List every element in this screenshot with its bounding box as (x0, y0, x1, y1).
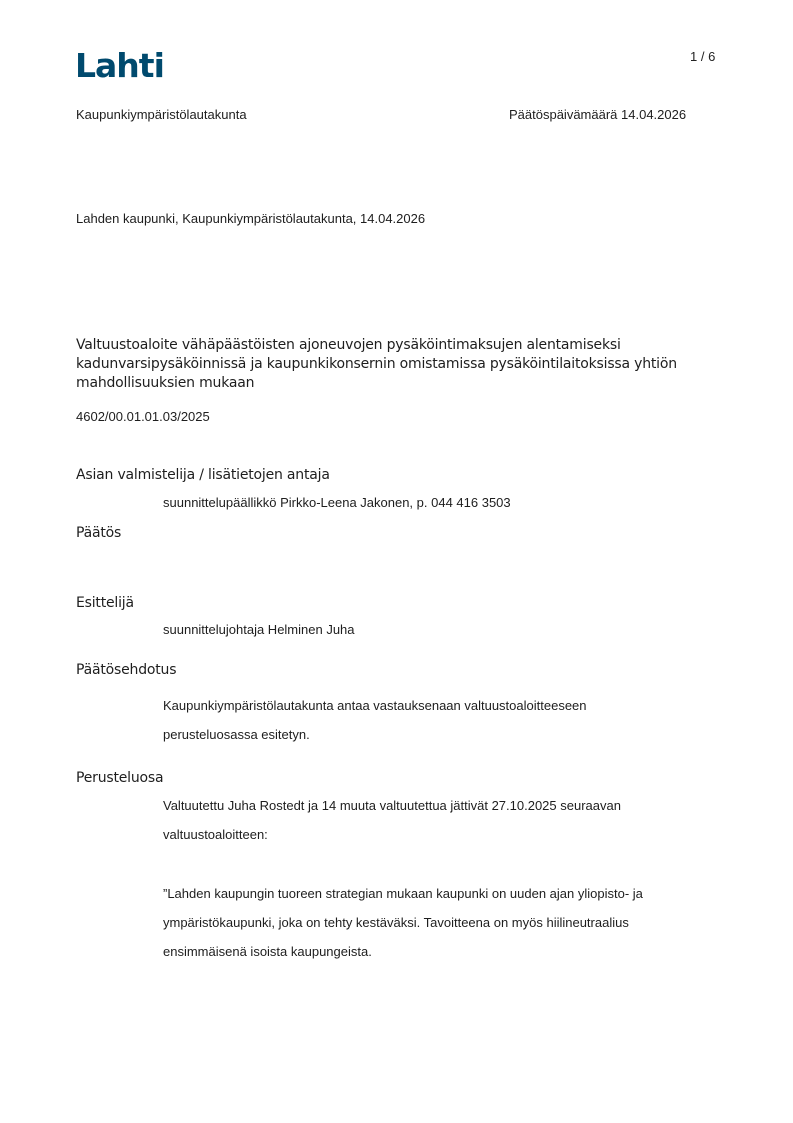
logo-text: Lahti (75, 46, 164, 82)
diary-number: 4602/00.01.01.03/2025 (76, 409, 210, 424)
proposal-line-2: perusteluosassa esitetyn. (163, 727, 310, 742)
proposal-heading: Päätösehdotus (76, 662, 177, 678)
proposal-line-1: Kaupunkiympäristölautakunta antaa vastauksenaan valtuustoaloitteeseen (163, 698, 587, 713)
organ-name: Kaupunkiympäristölautakunta (76, 107, 247, 122)
grounds-line-2: valtuustoaloitteen: (163, 827, 268, 842)
quote-line-2: ympäristökaupunki, joka on tehty kestäväksi. Tavoitteena on myös hiilineutraalius (163, 915, 629, 930)
meeting-line: Lahden kaupunki, Kaupunkiympäristölautakunta, 14.04.2026 (76, 211, 426, 226)
lahti-logo (75, 46, 167, 82)
quote-line-3: ensimmäisenä isoista kaupungeista. (163, 944, 372, 959)
preparer-text: suunnittelupäällikkö Pirkko-Leena Jakonen, p. 044 416 3503 (163, 495, 511, 510)
grounds-line-1: Valtuutettu Juha Rostedt ja 14 muuta valtuutettua jättivät 27.10.2025 seuraavan (163, 798, 621, 813)
page-number: 1 / 6 (690, 49, 716, 64)
grounds-heading: Perusteluosa (76, 770, 164, 786)
subject-title: Valtuustoaloite vähäpäästöisten ajoneuvojen pysäköintimaksujen alentamiseksi kadunvarsipysäköinnissä ja kaupunkikonsernin omistamissa pysäköintilaitoksissa yhtiön mahdollisuuksien mukaan (76, 337, 677, 391)
preparer-heading: Asian valmistelija / lisätietojen antaja (76, 467, 330, 483)
decision-date: Päätöspäivämäärä 14.04.2026 (509, 107, 687, 122)
presenter-text: suunnittelujohtaja Helminen Juha (163, 622, 355, 637)
presenter-heading: Esittelijä (76, 595, 134, 611)
decision-heading: Päätös (76, 525, 122, 541)
quote-line-1: ”Lahden kaupungin tuoreen strategian mukaan kaupunki on uuden ajan yliopisto- ja (163, 886, 643, 901)
